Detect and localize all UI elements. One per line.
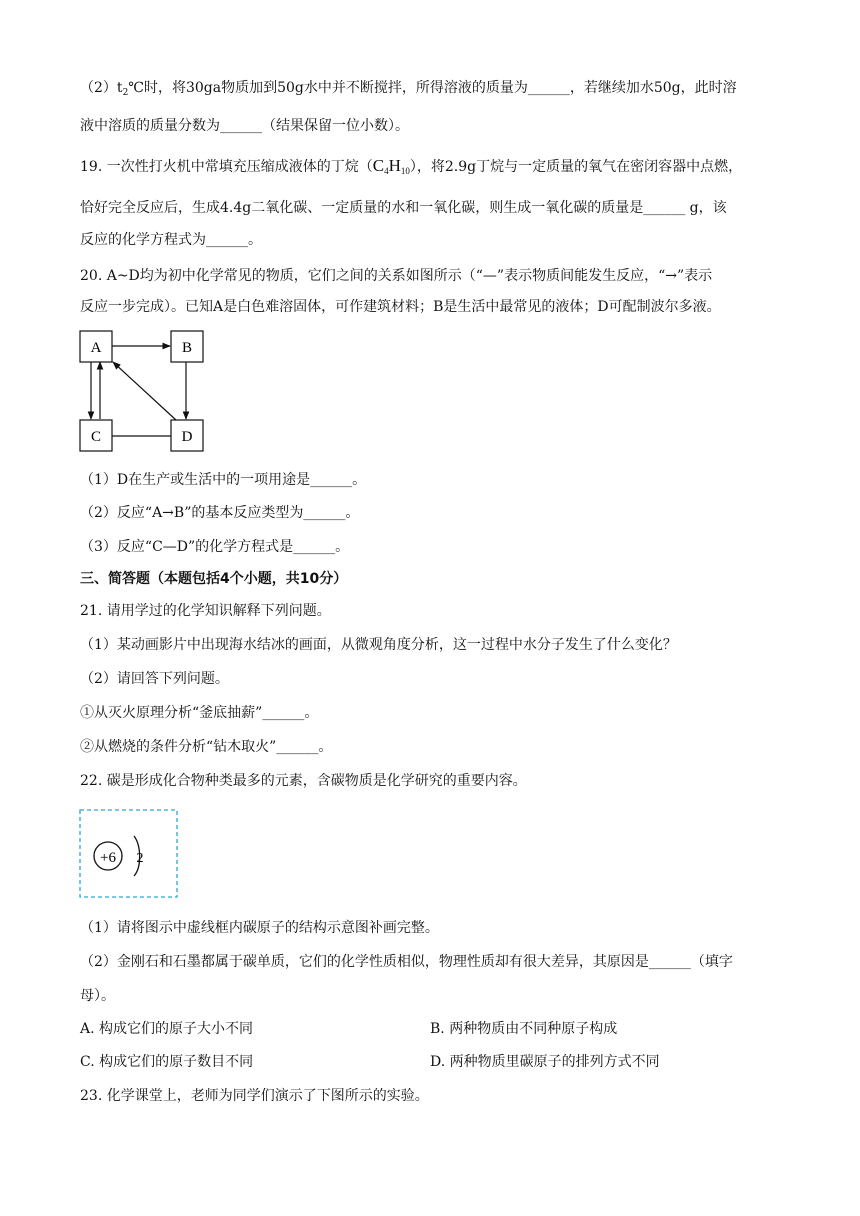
q20-sub3: （3）反应“C—D”的化学方程式是______。 (80, 539, 350, 555)
q22-sub2-line1: （2）金刚石和石墨都属于碳单质，它们的化学性质相似，物理性质却有很大差异，其原因是______（填字 (80, 954, 733, 970)
node-a-label: A (90, 340, 102, 356)
carbon-atom-diagram (79, 809, 179, 899)
butane-formula (373, 156, 410, 175)
node-d (171, 420, 203, 451)
option-d: D. 两种物质里碳原子的排列方式不同 (430, 1054, 660, 1070)
q18-2-line2: 液中溶质的质量分数为______（结果保留一位小数）。 (80, 118, 409, 134)
q18-2-line1 (80, 78, 737, 103)
q21-item2: ②从燃烧的条件分析“钻木取火”______。 (80, 739, 333, 755)
q23-line1: 23. 化学课堂上，老师为同学们演示了下图所示的实验。 (80, 1088, 429, 1104)
option-a: A. 构成它们的原子大小不同 (80, 1021, 254, 1037)
temp-symbol: t (116, 80, 123, 96)
section-3-title: 三、简答题（本题包括4个小题，共10分） (80, 571, 348, 587)
node-d-label: D (181, 429, 193, 445)
shell-electron-count: 2 (136, 851, 144, 866)
formula-h-sub: 10 (400, 166, 410, 176)
q18-2-text: ℃时，将30ga物质加到50g水中并不断搅拌，所得溶液的质量为______，若继续加水50g，此时溶 (128, 80, 737, 96)
q20-line1: 20. A~D均为初中化学常见的物质，它们之间的关系如图所示（“—”表示物质间能发生反应，“→”表示 (80, 268, 713, 284)
node-c (80, 420, 112, 451)
option-c: C. 构成它们的原子数目不同 (80, 1054, 254, 1070)
q19-text-a: 19. 一次性打火机中常填充压缩成液体的丁烷（ (80, 159, 373, 175)
q21-item1: ①从灭火原理分析“釜底抽薪”______。 (80, 705, 319, 721)
q21-sub1: （1）某动画影片中出现海水结冰的画面，从微观角度分析，这一过程中水分子发生了什么变化？ (80, 637, 677, 653)
formula-c: C (372, 156, 385, 175)
temp-subscript: 2 (122, 88, 129, 98)
q20-sub2: （2）反应“A→B”的基本反应类型为______。 (80, 505, 360, 521)
q19-line1 (80, 156, 742, 181)
q20-sub1: （1）D在生产或生活中的一项用途是______。 (80, 472, 367, 488)
q19-text-b: ），将2.9g丁烷与一定质量的氧气在密闭容器中点燃， (409, 159, 743, 175)
q22-sub2-line2: 母）。 (80, 988, 115, 1004)
node-b-label: B (181, 340, 193, 356)
node-c-label: C (90, 429, 102, 445)
option-b: B. 两种物质由不同种原子构成 (430, 1021, 618, 1037)
q22-sub1: （1）请将图示中虚线框内碳原子的结构示意图补画完整。 (80, 920, 439, 936)
formula-h: H (388, 156, 401, 175)
q21-sub2: （2）请回答下列问题。 (80, 671, 229, 687)
q18-2-prefix: （2） (80, 80, 117, 96)
nucleus-charge: +6 (100, 850, 116, 866)
formula-c-sub: 4 (384, 166, 389, 176)
q20-line2: 反应一步完成）。已知A是白色难溶固体，可作建筑材料；B是生活中最常见的液体；D可配制波尔多液。 (80, 299, 721, 315)
q20-relationship-diagram (78, 328, 208, 456)
q19-line2: 恰好完全反应后，生成4.4g二氧化碳、一定质量的水和一氧化碳，则生成一氧化碳的质量是______ g，该 (80, 200, 727, 216)
arrow-d-to-a (113, 362, 176, 420)
q21-line1: 21. 请用学过的化学知识解释下列问题。 (80, 603, 331, 619)
node-a (80, 331, 112, 362)
node-b (171, 331, 203, 362)
q19-line3: 反应的化学方程式为______。 (80, 232, 262, 248)
q22-line1: 22. 碳是形成化合物种类最多的元素，含碳物质是化学研究的重要内容。 (80, 773, 527, 789)
